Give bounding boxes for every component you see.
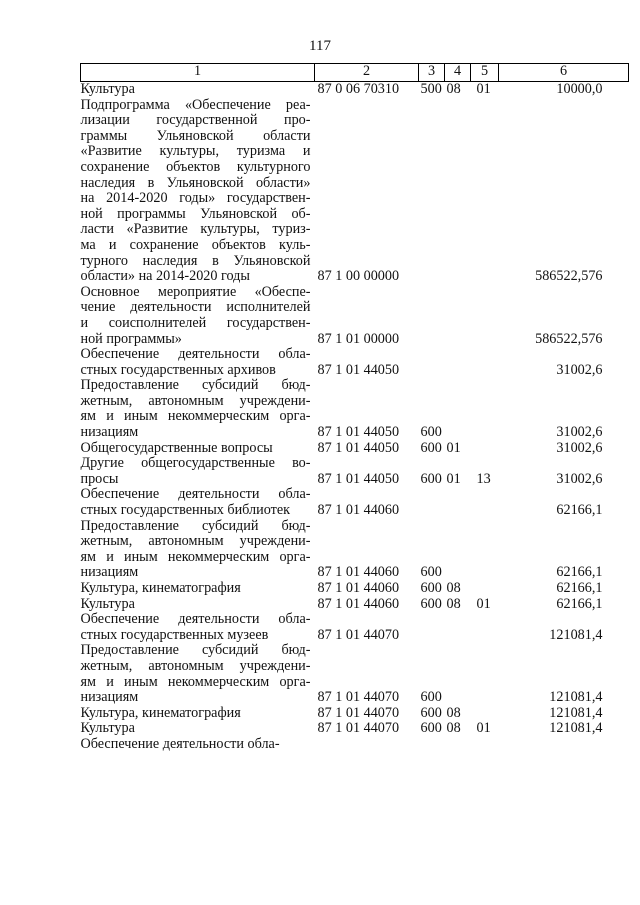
row-name (81, 612, 315, 643)
row-name-line: на 2014-2020 годы» государствен- (80, 190, 311, 207)
header-cell-3: 3 (419, 64, 445, 82)
row-code: 87 1 01 44070 (317, 626, 400, 643)
table-row (81, 441, 629, 457)
row-name-line: Обеспечение деятельности обла- (80, 346, 311, 363)
row-name (81, 82, 315, 98)
row-sum: 121081,4 (549, 689, 603, 706)
row-name (81, 597, 315, 613)
row-col4 (445, 285, 471, 347)
row-name-line: турного наследия в Ульяновской (80, 252, 311, 269)
row-col3: 600 (420, 439, 442, 456)
row-name (81, 441, 315, 457)
table-row (81, 721, 629, 737)
row-col4: 01 (446, 439, 461, 456)
row-col5 (471, 378, 499, 440)
row-name-line: просы (80, 470, 119, 487)
row-name (81, 519, 315, 581)
row-sum: 10000,0 (556, 81, 603, 97)
row-col4: 01 (446, 470, 461, 487)
row-sum (499, 737, 629, 753)
row-code: 87 1 01 00000 (317, 330, 400, 347)
row-name-line: Культура (80, 81, 135, 97)
row-col4: 08 (446, 81, 461, 97)
table-row (81, 519, 629, 581)
row-col5 (471, 487, 499, 518)
row-code: 87 1 01 44060 (317, 595, 400, 612)
row-name-line: низациям (80, 564, 139, 581)
row-name-line: Предоставление субсидий бюд- (80, 517, 311, 534)
row-name (81, 581, 315, 597)
row-col5 (471, 98, 499, 285)
row-code: 87 0 06 70310 (317, 81, 400, 97)
row-col5 (471, 581, 499, 597)
row-name-line: ям и иным некоммерческим орга- (80, 548, 311, 565)
row-name-line: Обеспечение деятельности обла- (80, 486, 311, 503)
row-code: 87 1 01 44050 (317, 361, 400, 378)
row-col4: 08 (446, 720, 461, 737)
table-row (81, 706, 629, 722)
row-name-line: жетным, автономным учреждени- (80, 533, 311, 550)
row-col3: 600 (420, 564, 442, 581)
row-name-line: сохранение объектов культурного (80, 158, 311, 175)
row-name-line: ной программы Ульяновской об- (80, 205, 311, 222)
row-name-line: области» на 2014-2020 годы (80, 268, 250, 285)
row-col4: 08 (446, 595, 461, 612)
row-sum: 121081,4 (549, 720, 603, 737)
table-row (81, 347, 629, 378)
row-name-line: жетным, автономным учреждени- (80, 392, 311, 409)
table-row (81, 285, 629, 347)
row-col3 (419, 612, 445, 643)
row-name-line: лизации государственной про- (80, 112, 311, 129)
row-col4 (445, 519, 471, 581)
row-col5: 01 (476, 720, 491, 737)
row-name-line: чение деятельности исполнителей (80, 299, 311, 316)
row-name-line: стных государственных музеев (80, 626, 269, 643)
budget-table (80, 63, 629, 753)
row-code: 87 1 01 44070 (317, 689, 400, 706)
row-sum: 31002,6 (556, 439, 603, 456)
row-col5 (471, 706, 499, 722)
row-name-line: наследия в Ульяновской области» (80, 174, 311, 191)
row-col5 (471, 347, 499, 378)
row-name (81, 347, 315, 378)
row-code: 87 1 01 44070 (317, 704, 400, 721)
page-number: 117 (309, 38, 331, 54)
row-col3: 600 (420, 720, 442, 737)
header-row (81, 64, 629, 82)
row-col4: 08 (446, 704, 461, 721)
table-row (81, 487, 629, 518)
row-col4 (445, 347, 471, 378)
row-name (81, 721, 315, 737)
row-col3: 500 (420, 81, 442, 97)
table-row (81, 378, 629, 440)
row-col4: 08 (446, 580, 461, 596)
row-col4 (445, 98, 471, 285)
row-name-line: и соисполнителей государствен- (80, 314, 311, 331)
row-name-line: стных государственных архивов (80, 361, 276, 378)
row-name-line: Культура (80, 720, 135, 737)
row-name-line: ласти «Развитие культуры, туриз- (80, 221, 311, 238)
row-name-line: стных государственных библиотек (80, 502, 291, 519)
row-name-line: низациям (80, 424, 139, 441)
row-col5 (471, 612, 499, 643)
row-name (81, 643, 315, 705)
row-col4 (445, 378, 471, 440)
row-sum: 31002,6 (556, 361, 603, 378)
row-name-line: граммы Ульяновской области (80, 127, 311, 144)
table-row (81, 643, 629, 705)
row-name (81, 706, 315, 722)
row-sum: 586522,576 (535, 330, 603, 347)
table-row (81, 581, 629, 597)
table-row (81, 597, 629, 613)
header-cell-5: 5 (471, 64, 499, 82)
header-cell-4: 4 (445, 64, 471, 82)
row-code: 87 1 00 00000 (317, 268, 400, 285)
row-name-line: Предоставление субсидий бюд- (80, 377, 311, 394)
row-code: 87 1 01 44060 (317, 502, 400, 519)
row-col5 (471, 285, 499, 347)
row-sum: 31002,6 (556, 470, 603, 487)
row-code: 87 1 01 44060 (317, 564, 400, 581)
table-body (81, 82, 629, 753)
row-sum: 62166,1 (556, 595, 603, 612)
row-col5: 13 (476, 470, 491, 487)
row-code: 87 1 01 44050 (317, 439, 400, 456)
row-name-line: ма и сохранение объектов куль- (80, 236, 311, 253)
row-sum: 121081,4 (549, 626, 603, 643)
row-name-line: Обеспечение деятельности обла- (80, 735, 280, 752)
table-row (81, 612, 629, 643)
row-col3 (419, 487, 445, 518)
row-name-line: Предоставление субсидий бюд- (80, 642, 311, 659)
row-code: 87 1 01 44050 (317, 470, 400, 487)
row-name-line: жетным, автономным учреждени- (80, 657, 311, 674)
row-name (81, 737, 315, 753)
row-col3: 600 (420, 470, 442, 487)
row-name-line: ям и иным некоммерческим орга- (80, 408, 311, 425)
table-row (81, 98, 629, 285)
row-col5 (471, 519, 499, 581)
row-name (81, 487, 315, 518)
row-col5: 01 (476, 81, 491, 97)
row-name-line: ной программы» (80, 330, 182, 347)
table-row (81, 456, 629, 487)
row-name (81, 378, 315, 440)
row-name-line: «Развитие культуры, туризма и (80, 143, 311, 160)
row-col5 (471, 643, 499, 705)
row-col5 (471, 441, 499, 457)
row-sum: 586522,576 (535, 268, 603, 285)
row-sum: 62166,1 (556, 564, 603, 581)
row-name-line: Культура (80, 595, 135, 612)
row-col4 (445, 737, 471, 753)
row-col3: 600 (420, 424, 442, 441)
row-col4 (445, 612, 471, 643)
table-row (81, 82, 629, 98)
row-code: 87 1 01 44060 (317, 580, 400, 596)
row-name-line: Общегосударственные вопросы (80, 439, 273, 456)
row-name-line: Культура, кинематография (80, 704, 241, 721)
row-sum: 62166,1 (556, 502, 603, 519)
row-code: 87 1 01 44050 (317, 424, 400, 441)
row-col4 (445, 643, 471, 705)
row-col3: 600 (420, 704, 442, 721)
row-col3: 600 (420, 595, 442, 612)
row-sum: 62166,1 (556, 580, 603, 596)
table-row (81, 737, 629, 753)
table-header (81, 64, 629, 82)
row-col3: 600 (420, 580, 442, 596)
row-name (81, 456, 315, 487)
row-col3 (419, 737, 445, 753)
row-name-line: Культура, кинематография (80, 580, 241, 596)
row-name-line: Другие общегосударственные во- (80, 455, 311, 472)
row-name (81, 98, 315, 285)
header-cell-6: 6 (499, 64, 629, 82)
header-cell-1: 1 (81, 64, 315, 82)
row-name-line: низациям (80, 689, 139, 706)
row-sum: 31002,6 (556, 424, 603, 441)
row-name-line: ям и иным некоммерческим орга- (80, 673, 311, 690)
header-cell-2: 2 (315, 64, 419, 82)
row-col5: 01 (476, 595, 491, 612)
row-col3 (419, 347, 445, 378)
row-code (315, 737, 419, 753)
row-name (81, 285, 315, 347)
row-name-line: Подпрограмма «Обеспечение реа- (80, 96, 311, 113)
row-col3: 600 (420, 689, 442, 706)
row-sum: 121081,4 (549, 704, 603, 721)
row-name-line: Основное мероприятие «Обеспе- (80, 283, 311, 300)
row-col4 (445, 487, 471, 518)
row-code: 87 1 01 44070 (317, 720, 400, 737)
row-col5 (471, 737, 499, 753)
row-col3 (419, 98, 445, 285)
row-col3 (419, 285, 445, 347)
row-name-line: Обеспечение деятельности обла- (80, 611, 311, 628)
